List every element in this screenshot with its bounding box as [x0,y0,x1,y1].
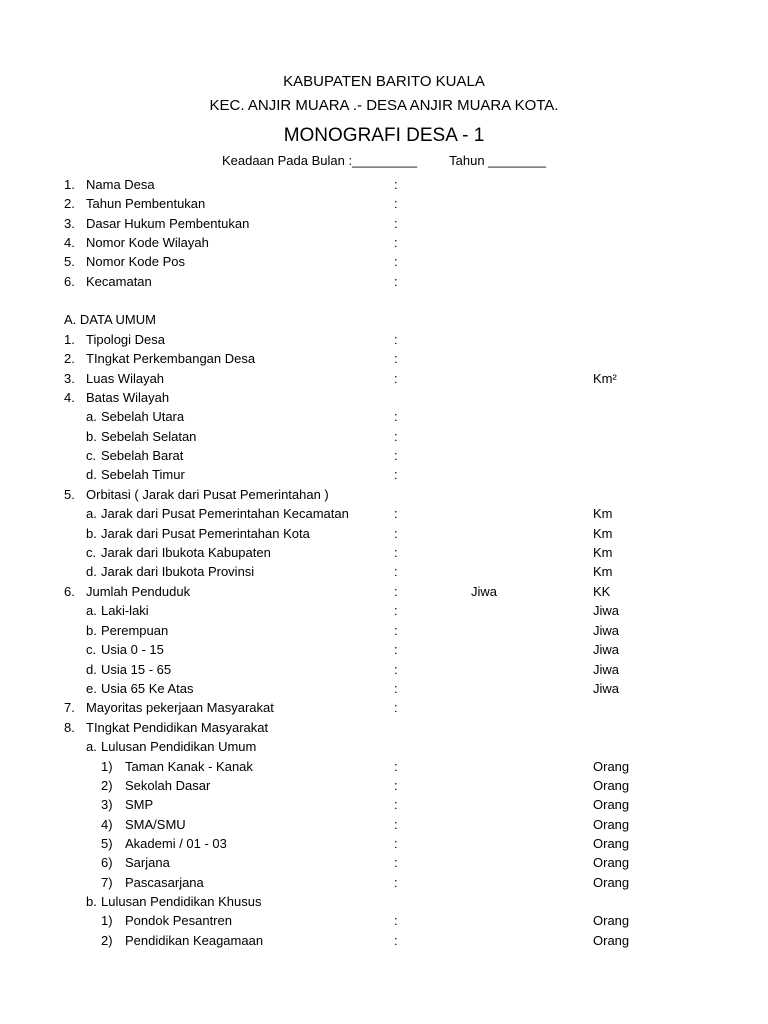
form-row: 1) Pondok Pesantren : Orang [101,913,630,928]
form-row: 2) Pendidikan Keagamaan : Orang [101,933,630,948]
form-row: 1) Taman Kanak - Kanak : Orang [101,759,630,774]
regency-heading: KABUPATEN BARITO KUALA [283,73,485,90]
form-row: a. Sebelah Utara : [86,409,398,424]
form-row: d. Usia 15 - 65 : Jiwa [86,662,620,677]
form-row: 3. Luas Wilayah : Km² [64,371,617,386]
form-row: b. Lulusan Pendidikan Khusus [86,894,262,909]
form-row: 2. TIngkat Perkembangan Desa : [64,351,398,366]
identity-row: 4. Nomor Kode Wilayah : [64,235,398,250]
form-row: 5. Orbitasi ( Jarak dari Pusat Pemerintahan ) [64,487,329,502]
form-row: a. Lulusan Pendidikan Umum [86,739,257,754]
form-row: 2) Sekolah Dasar : Orang [101,778,630,793]
form-row: 6. Jumlah Penduduk : Jiwa KK [64,584,611,599]
district-village-heading: KEC. ANJIR MUARA .- DESA ANJIR MUARA KOTA. [209,97,559,114]
month-field-label: Keadaan Pada Bulan :_________ [221,153,418,168]
form-row: e. Usia 65 Ke Atas : Jiwa [86,681,620,696]
year-field-label: Tahun ________ [449,153,547,168]
form-row: 4. Batas Wilayah [64,390,170,405]
form-row: d. Jarak dari Ibukota Provinsi : Km [86,564,613,579]
document-title: MONOGRAFI DESA - 1 [283,125,485,146]
form-row: 8. TIngkat Pendidikan Masyarakat [64,720,269,735]
identity-row: 1. Nama Desa : [64,177,398,192]
identity-row: 6. Kecamatan : [64,274,398,289]
identity-row: 5. Nomor Kode Pos : [64,254,398,269]
form-row: b. Perempuan : Jiwa [86,623,620,638]
form-row: 1. Tipologi Desa : [64,332,398,347]
form-row: b. Sebelah Selatan : [86,429,398,444]
form-row: 7. Mayoritas pekerjaan Masyarakat : [64,700,398,715]
section-heading: A. DATA UMUM [64,312,156,327]
identity-row: 3. Dasar Hukum Pembentukan : [64,216,398,231]
form-row: 7) Pascasarjana : Orang [101,875,630,890]
form-row: c. Jarak dari Ibukota Kabupaten : Km [86,545,613,560]
form-row: a. Laki-laki : Jiwa [86,603,620,618]
form-row: c. Sebelah Barat : [86,448,398,463]
form-row: 5) Akademi / 01 - 03 : Orang [101,836,630,851]
form-row: 3) SMP : Orang [101,797,630,812]
form-row: d. Sebelah Timur : [86,467,398,482]
period-line [0,153,768,168]
identity-row: 2. Tahun Pembentukan : [64,196,398,211]
form-row: 4) SMA/SMU : Orang [101,817,630,832]
form-row: a. Jarak dari Pusat Pemerintahan Kecamatan : Km [86,506,613,521]
form-row: c. Usia 0 - 15 : Jiwa [86,642,620,657]
form-row: 6) Sarjana : Orang [101,855,630,870]
form-row: b. Jarak dari Pusat Pemerintahan Kota : Km [86,526,613,541]
